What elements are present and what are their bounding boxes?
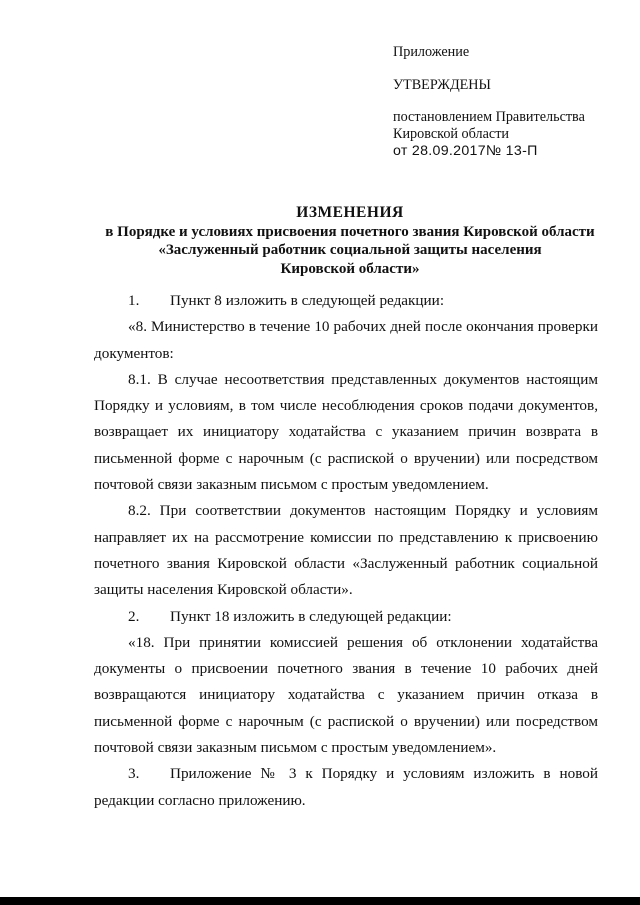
item-2: [94, 604, 598, 630]
paragraph-8-1: 8.1. В случае несоответствия представленных документов настоящим Порядку и условиям, в том числе несоблюдения сроков подачи документов, возвращает их инициатору ходатайства с указанием причин возврата в письменной форме с нарочным (с распиской о вручении) или посредством почтовой связи заказным письмом с простым уведомлением.: [94, 370, 598, 494]
decree-date: от 28.09.2017№ 13-П: [393, 143, 538, 159]
paragraph-18: «18. При принятии комиссией решения об отклонении ходатайства документы о присвоении почетного звания в течение 10 рабочих дней возвращаются инициатору ходатайства с указанием причин отказа в письменной форме с нарочным (с распиской о вручении) или посредством почтовой связи заказным письмом с простым уведомлением».: [94, 633, 598, 757]
approved-label: УТВЕРЖДЕНЫ: [393, 77, 491, 93]
item-3-text: Приложение № 3 к Порядку и условиям изложить в новой редакции согласно приложению.: [94, 765, 598, 809]
document-title: [90, 204, 610, 278]
decree-line-1: постановлением Правительства: [393, 109, 585, 125]
item-1-number: 1.: [128, 292, 140, 309]
title-line-2: «Заслуженный работник социальной защиты населения: [158, 242, 542, 258]
item-1-text: Пункт 8 изложить в следующей редакции:: [170, 292, 445, 309]
approval-stamp: [393, 44, 585, 160]
paragraph-8-2: 8.2. При соответствии документов настоящим Порядку и условиям направляет их на рассмотрение комиссии по представлению к присвоению почетного звания Кировской области «Заслуженный работник социальной защиты населения Кировской области».: [94, 502, 598, 599]
title-line-1: в Порядке и условиях присвоения почетного звания Кировской области: [105, 223, 595, 240]
item-3-number: 3.: [128, 765, 140, 783]
paragraph-8: «8. Министерство в течение 10 рабочих дней после окончания проверки документов:: [94, 318, 598, 362]
appendix-label: Приложение: [393, 44, 470, 60]
document-body: [94, 288, 598, 814]
title-line-3: Кировской области»: [280, 260, 420, 277]
decree-line-2: Кировской области: [393, 126, 509, 142]
item-3: [94, 761, 598, 814]
item-2-text: Пункт 18 изложить в следующей редакции:: [170, 607, 452, 625]
item-1: [94, 288, 598, 314]
title-main: ИЗМЕНЕНИЯ: [296, 204, 404, 221]
item-2-number: 2.: [128, 607, 140, 625]
scan-edge-bar: [0, 897, 640, 905]
